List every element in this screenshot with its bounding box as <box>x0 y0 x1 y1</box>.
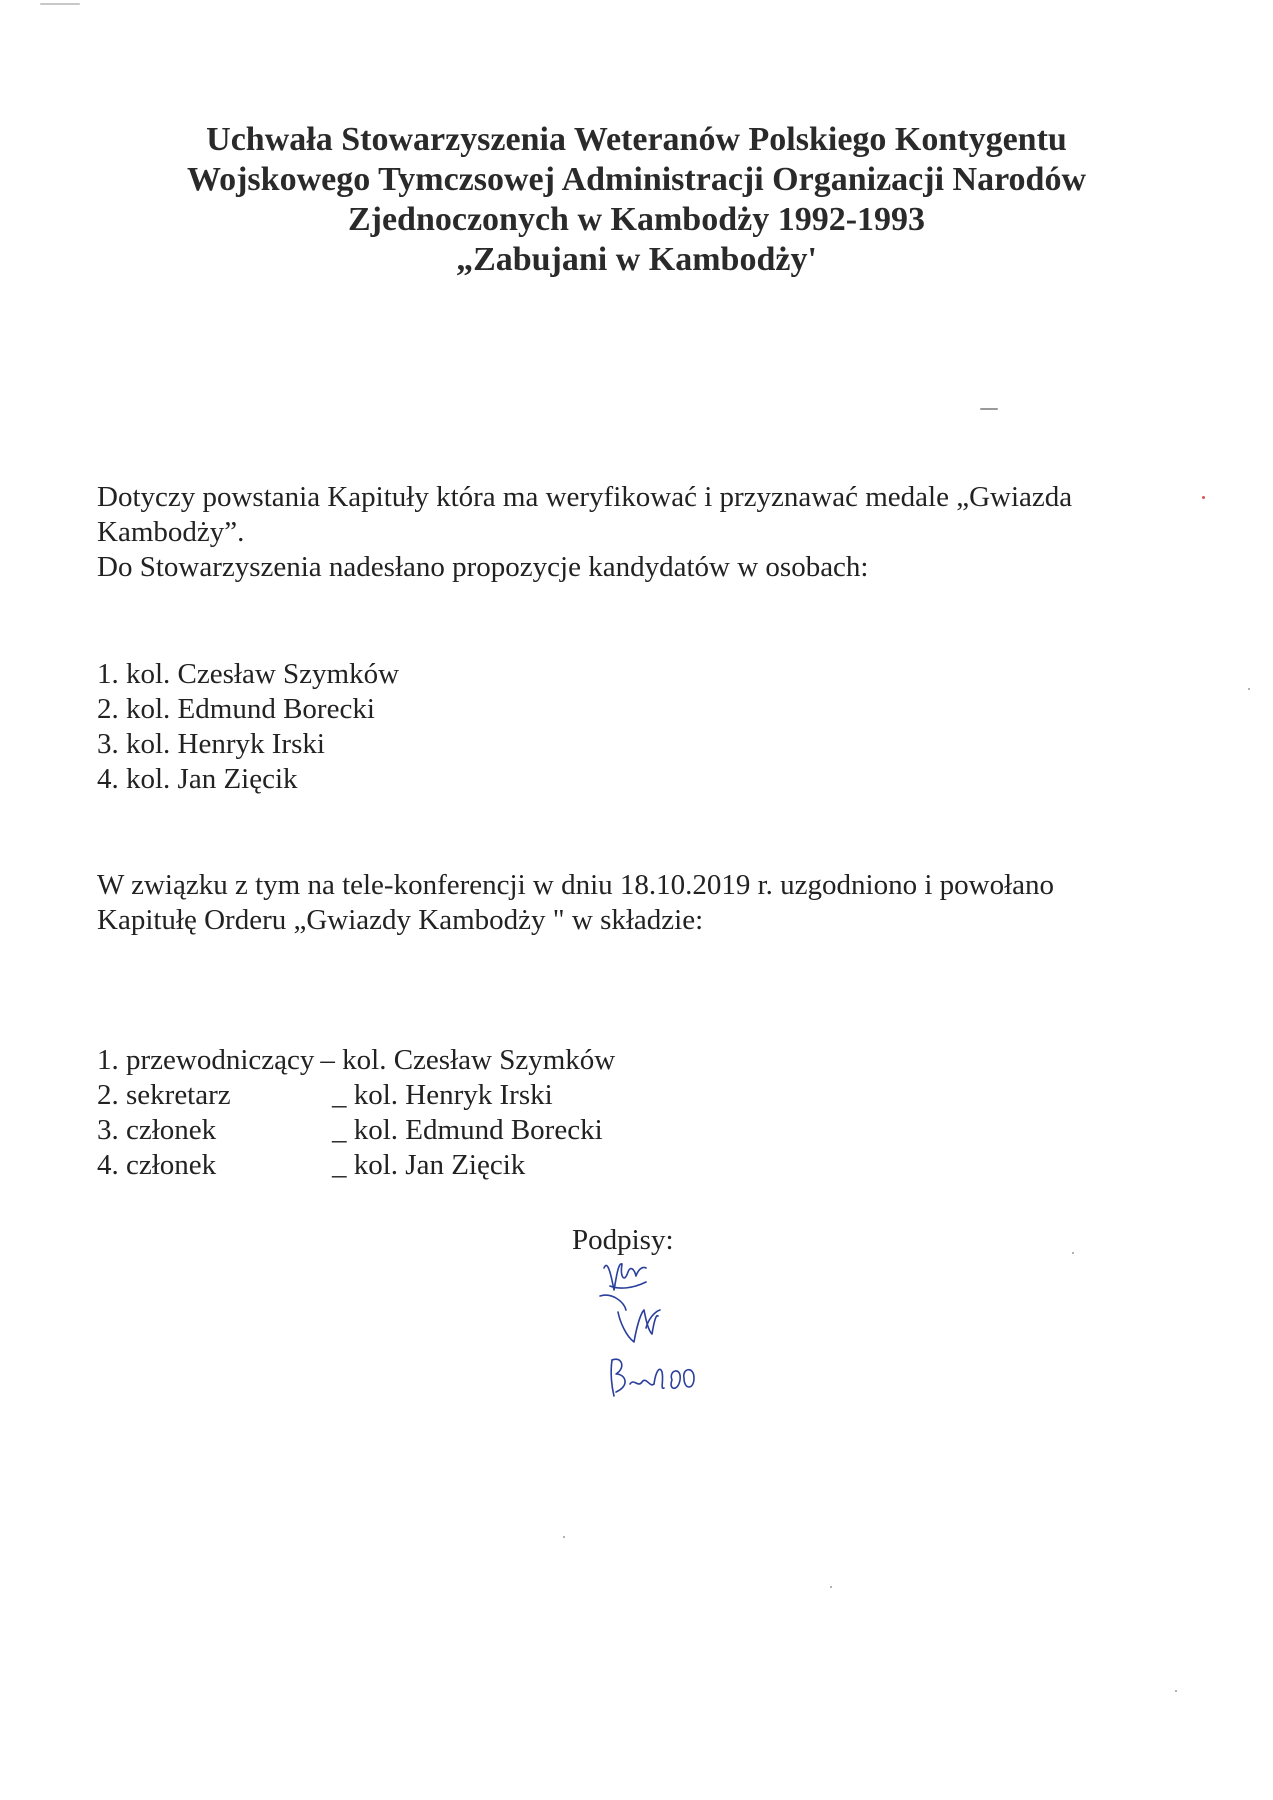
handwritten-signatures <box>590 1250 740 1400</box>
list-item: 2. kol. Edmund Borecki <box>97 693 375 725</box>
title-line-2: Wojskowego Tymczsowej Administracji Organizacji Narodów <box>186 161 1087 198</box>
list-item <box>97 1043 615 1078</box>
member-name: – kol. Czesław Szymków <box>320 1044 616 1076</box>
intro-line-1: Dotyczy powstania Kapituły która ma weryfikować i przyznawać medale „Gwiazda <box>97 481 1073 513</box>
scan-speck <box>1175 1690 1177 1692</box>
member-role: 3. członek <box>97 1114 217 1146</box>
list-item: 4. kol. Jan Zięcik <box>97 763 298 795</box>
title-line-4: „Zabujani w Kambodży' <box>456 241 817 278</box>
member-name: _ kol. Edmund Borecki <box>332 1114 603 1146</box>
intro-paragraph <box>97 480 1177 585</box>
list-item: 3. kol. Henryk Irski <box>97 728 325 760</box>
scan-speck <box>1248 688 1250 690</box>
member-role: 2. sekretarz <box>97 1079 231 1111</box>
resolution-paragraph <box>97 868 1177 938</box>
list-item <box>97 1113 615 1148</box>
member-role: 4. członek <box>97 1149 217 1181</box>
scan-speck <box>563 1536 565 1538</box>
title-line-3: Zjednoczonych w Kambodży 1992-1993 <box>347 201 926 238</box>
candidates-list <box>97 657 399 797</box>
member-name: _ kol. Jan Zięcik <box>332 1149 526 1181</box>
list-item: 1. kol. Czesław Szymków <box>97 658 400 690</box>
signatures-label: Podpisy: <box>572 1224 674 1256</box>
chapter-members-list <box>97 1043 615 1183</box>
resolution-line-1: W związku z tym na tele-konferencji w dniu 18.10.2019 r. uzgodniono i powołano <box>97 869 1055 901</box>
member-name: _ kol. Henryk Irski <box>332 1079 553 1111</box>
list-item <box>97 1078 615 1113</box>
scan-speck <box>980 408 998 410</box>
intro-line-3: Do Stowarzyszenia nadesłano propozycje kandydatów w osobach: <box>97 551 869 583</box>
resolution-line-2: Kapitułę Orderu „Gwiazdy Kambodży " w składzie: <box>97 904 704 936</box>
title-line-1: Uchwała Stowarzyszenia Weteranów Polskiego Kontygentu <box>206 121 1067 158</box>
member-role: 1. przewodniczący <box>97 1044 315 1076</box>
scan-speck <box>1072 1252 1074 1254</box>
list-item <box>97 1148 615 1183</box>
scan-speck <box>40 3 80 5</box>
document-title <box>0 120 1273 280</box>
intro-line-2: Kambodży”. <box>97 516 245 548</box>
scan-speck <box>830 1586 832 1588</box>
scan-speck <box>1202 496 1205 499</box>
